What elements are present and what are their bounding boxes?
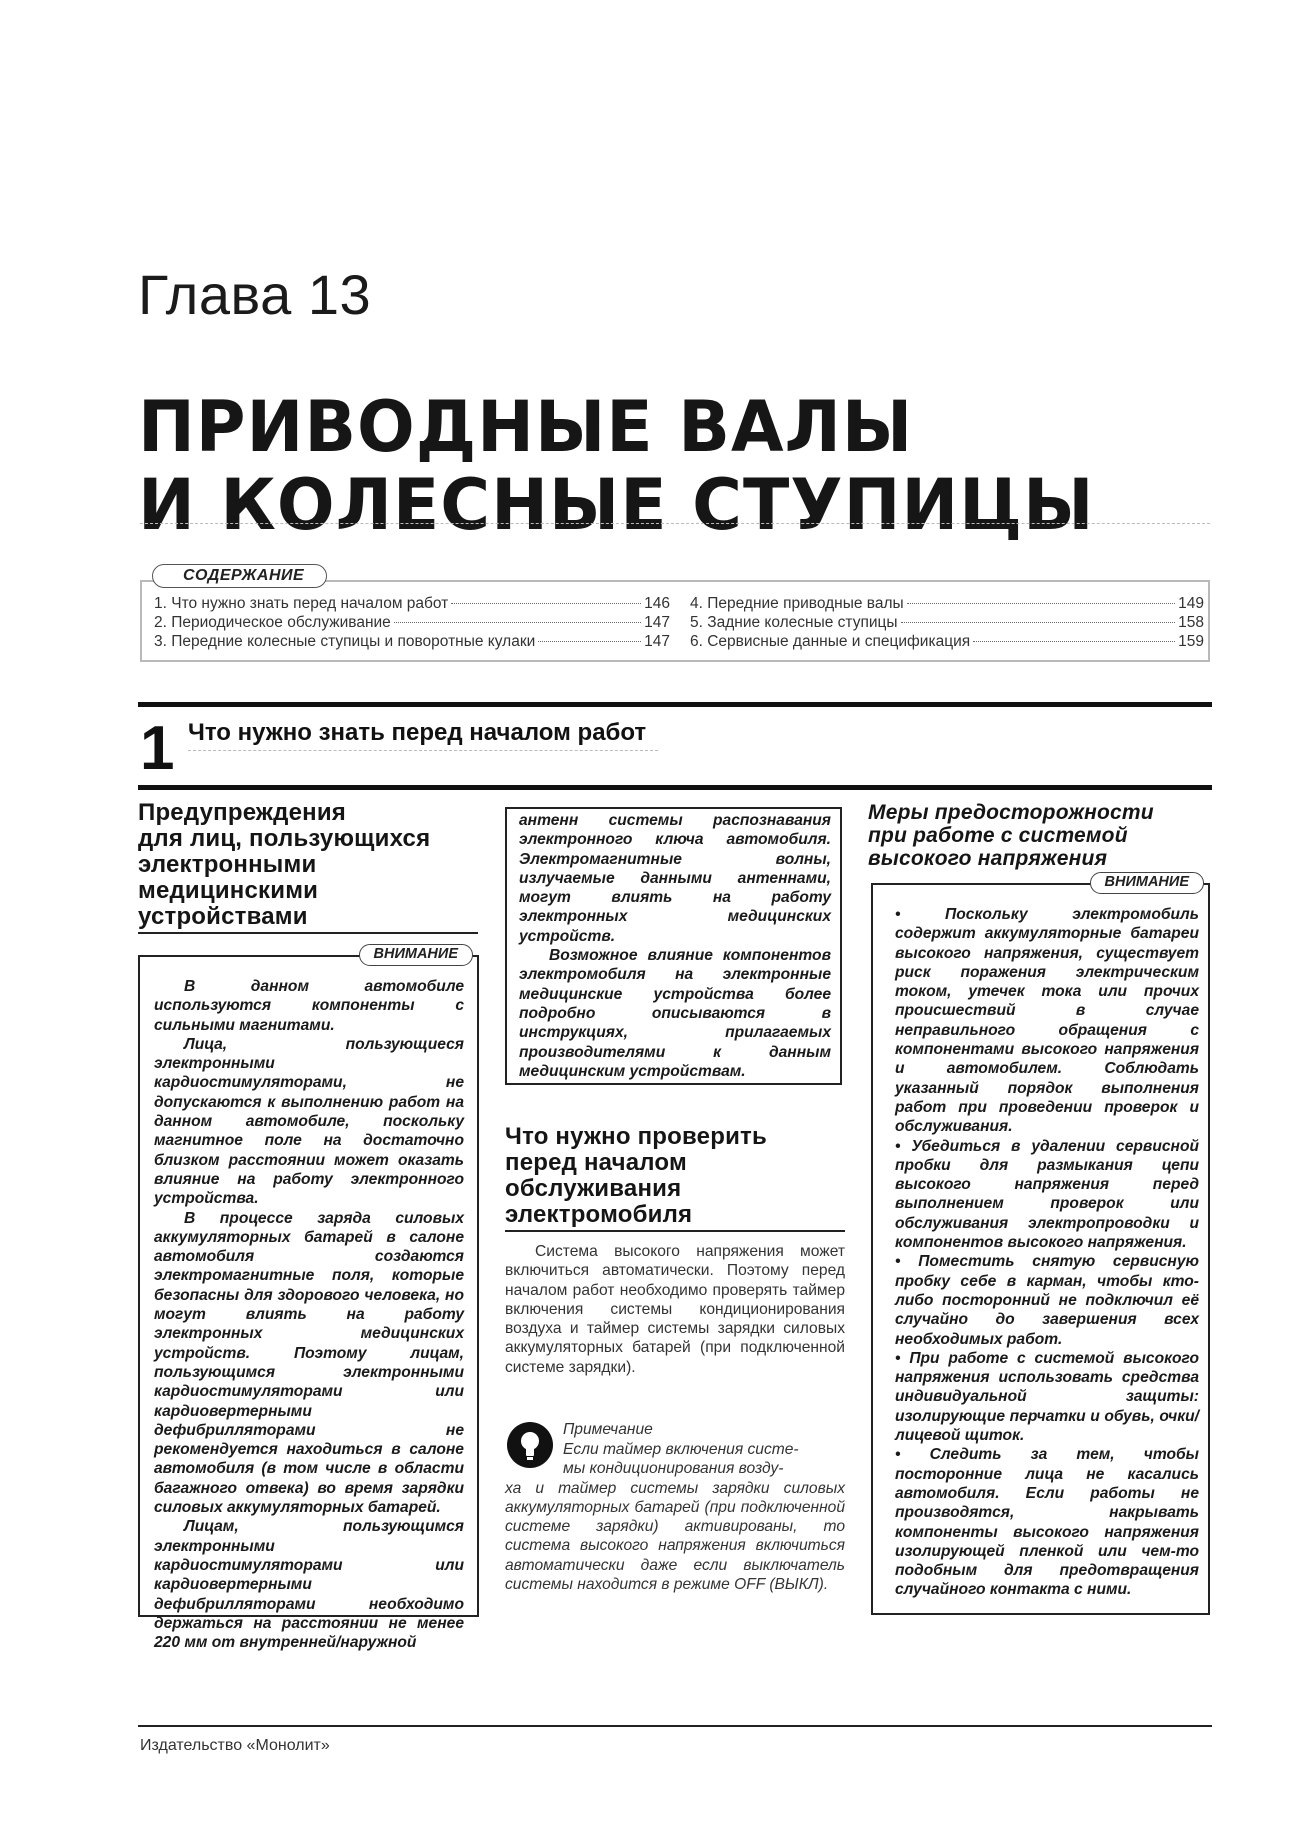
heading-line: устройствами <box>138 903 308 930</box>
section-rule-top <box>138 702 1212 707</box>
toc-item[interactable] <box>154 613 670 632</box>
note-text <box>505 1440 845 1594</box>
warning-text <box>885 905 1199 1600</box>
title-divider <box>140 523 1210 524</box>
toc-leader <box>394 622 641 623</box>
toc-label: СОДЕРЖАНИЕ <box>152 564 327 588</box>
chapter-title <box>138 388 1094 544</box>
warning-box-continued <box>505 807 842 1085</box>
section-title: Что нужно знать перед началом работ <box>188 719 647 746</box>
toc-item-page: 146 <box>644 595 670 612</box>
note-line: Если таймер включения систе- <box>563 1441 799 1458</box>
chapter-title-line-2: И КОЛЕСНЫЕ СТУПИЦЫ <box>138 464 1095 546</box>
warning-paragraph: Лица, пользующиеся электронными кардиостимуляторами, не допускаются к выполнению работ на данном автомобиле, поскольку магнитное поле на достаточно близком расстоянии может оказать влияние на работу электронного устройства. <box>154 1035 464 1208</box>
toc-item-page: 159 <box>1178 633 1204 650</box>
toc-item-page: 147 <box>644 614 670 631</box>
heading-line: Предупреждения <box>138 799 346 826</box>
body-text <box>505 1242 845 1377</box>
heading-line: Меры предосторожности <box>868 801 1154 824</box>
heading-line: Что нужно проверить <box>505 1123 767 1150</box>
section-title-underline <box>188 750 658 751</box>
warning-bullet: • Следить за тем, чтобы посторонние лица не касались автомобиля. Если работы не производятся, накрывать компоненты высокого напряжения изолирующей пленкой или чем-то подобным для предотвращения случайного контакта с ними. <box>895 1446 1199 1599</box>
left-column-heading <box>138 800 478 934</box>
toc-item[interactable] <box>690 594 1204 613</box>
toc-item-text: 5. Задние колесные ступицы <box>690 614 898 631</box>
toc-item[interactable] <box>154 632 670 651</box>
warning-bullet: • Поместить снятую сервисную пробку себе в карман, чтобы кто-либо посторонний не подключил её случайно до завершения всех необходимых работ. <box>895 1253 1199 1348</box>
note-paragraph: ха и таймер системы зарядки силовых аккумуляторных батарей (при подключенной системе зарядки) активированы, то система высокого напряжения включиться автоматически даже если выключатель системы находится в режиме OFF (ВЫКЛ). <box>505 1479 845 1594</box>
warning-paragraph: В данном автомобиле используются компоненты с сильными магнитами. <box>154 978 464 1034</box>
warning-paragraph: В процессе заряда силовых аккумуляторных батарей в салоне автомобиля создаются электромагнитные поля, которые безопасны для здорового человека, но могут влиять на работу электронных медицинских устройств. Поэтому лицам, пользующимся электронными кардиостимуляторами или кардиовертерными дефибрилляторами не рекомендуется находиться в салоне автомобиля (в том числе в области багажного отвека) во время зарядки силовых аккумуляторных батарей. <box>154 1209 464 1517</box>
toc-item-text: 2. Периодическое обслуживание <box>154 614 391 631</box>
chapter-title-line-1: ПРИВОДНЫЕ ВАЛЫ <box>138 386 914 468</box>
toc-column-right <box>690 594 1204 651</box>
warning-box-medical-devices <box>138 946 479 1652</box>
toc-item[interactable] <box>690 613 1204 632</box>
toc-column-left <box>154 594 670 651</box>
toc-item[interactable] <box>690 632 1204 651</box>
chapter-label: Глава 13 <box>138 263 372 326</box>
toc-item-page: 147 <box>644 633 670 650</box>
toc-leader <box>451 603 641 604</box>
right-column-heading <box>868 801 1168 870</box>
publisher-footer: Издательство «Монолит» <box>140 1737 330 1754</box>
heading-line: при работе с системой <box>868 824 1128 847</box>
warning-label: ВНИМАНИЕ <box>1090 872 1205 894</box>
heading-line: высокого напряжения <box>868 847 1108 870</box>
heading-line: обслуживания <box>505 1175 682 1202</box>
heading-line: электронными <box>138 851 317 878</box>
toc-item-text: 3. Передние колесные ступицы и поворотные кулаки <box>154 633 536 650</box>
heading-line: для лиц, пользующихся <box>138 825 431 852</box>
body-paragraph: Система высокого напряжения может включиться автоматически. Поэтому перед началом работ необходимо проверять таймер включения системы кондиционирования воздуха и таймер системы зарядки силовых аккумуляторных батарей (при подключенной системе зарядки). <box>505 1243 845 1376</box>
toc-item-page: 158 <box>1178 614 1204 631</box>
heading-line: медицинскими <box>138 877 319 904</box>
note-line: мы кондиционирования возду- <box>563 1460 784 1478</box>
middle-column-heading <box>505 1124 845 1232</box>
section-number: 1 <box>140 714 175 783</box>
toc-item-text: 6. Сервисные данные и спецификация <box>690 633 971 650</box>
note-title: Примечание <box>563 1421 653 1438</box>
heading-line: перед началом <box>505 1149 687 1176</box>
toc-leader <box>973 641 1175 642</box>
warning-bullet: • Поскольку электромобиль содержит аккумуляторные батареи высокого напряжения, существует риск поражения электрическим током, утечек тока или прочих происшествий в случае неправильного обращения с компонентами высокого напряжения и автомобилем. Соблюдать указанный порядок выполнения работ при проведении проверок и обслуживания. <box>895 906 1199 1136</box>
warning-bullet: • Убедиться в удалении сервисной пробки для размыкания цепи высокого напряжения перед выполнением проверок или обслуживания электропроводки и компонентов высокого напряжения. <box>895 1137 1199 1252</box>
footer-rule <box>138 1725 1212 1727</box>
warning-box-high-voltage <box>871 874 1210 1615</box>
warning-label: ВНИМАНИЕ <box>359 944 474 966</box>
toc-item-text: 4. Передние приводные валы <box>690 595 904 612</box>
warning-bullet: • При работе с системой высокого напряжения использовать средства индивидуальной защиты: изолирующие перчатки и обувь, очки/лицевой щиток. <box>895 1349 1199 1445</box>
warning-text <box>519 811 831 1081</box>
toc-leader <box>538 641 641 642</box>
warning-paragraph: Возможное влияние компонентов электромобиля на электронные медицинские устройства более подробно описываются в инструкциях, прилагаемых производителями к данным медицинским устройствам. <box>519 947 831 1080</box>
toc-item[interactable] <box>154 594 670 613</box>
section-rule-bottom <box>138 785 1212 790</box>
warning-text <box>154 977 464 1652</box>
warning-paragraph: антенн системы распознавания электронного ключа автомобиля. Электромагнитные волны, излучаемые данными антеннами, могут влиять на работу электронных медицинских устройств. <box>519 812 831 945</box>
toc-leader <box>907 603 1175 604</box>
toc-leader <box>901 622 1176 623</box>
warning-paragraph: Лицам, пользующимся электронными кардиостимуляторами или кардиовертерными дефибрилляторами необходимо держаться на расстоянии не менее 220 мм от внутренней/наружной <box>154 1518 464 1652</box>
table-of-contents <box>140 567 1210 662</box>
toc-item-page: 149 <box>1178 595 1204 612</box>
heading-line: электромобиля <box>505 1201 693 1228</box>
toc-item-text: 1. Что нужно знать перед началом работ <box>154 595 449 612</box>
